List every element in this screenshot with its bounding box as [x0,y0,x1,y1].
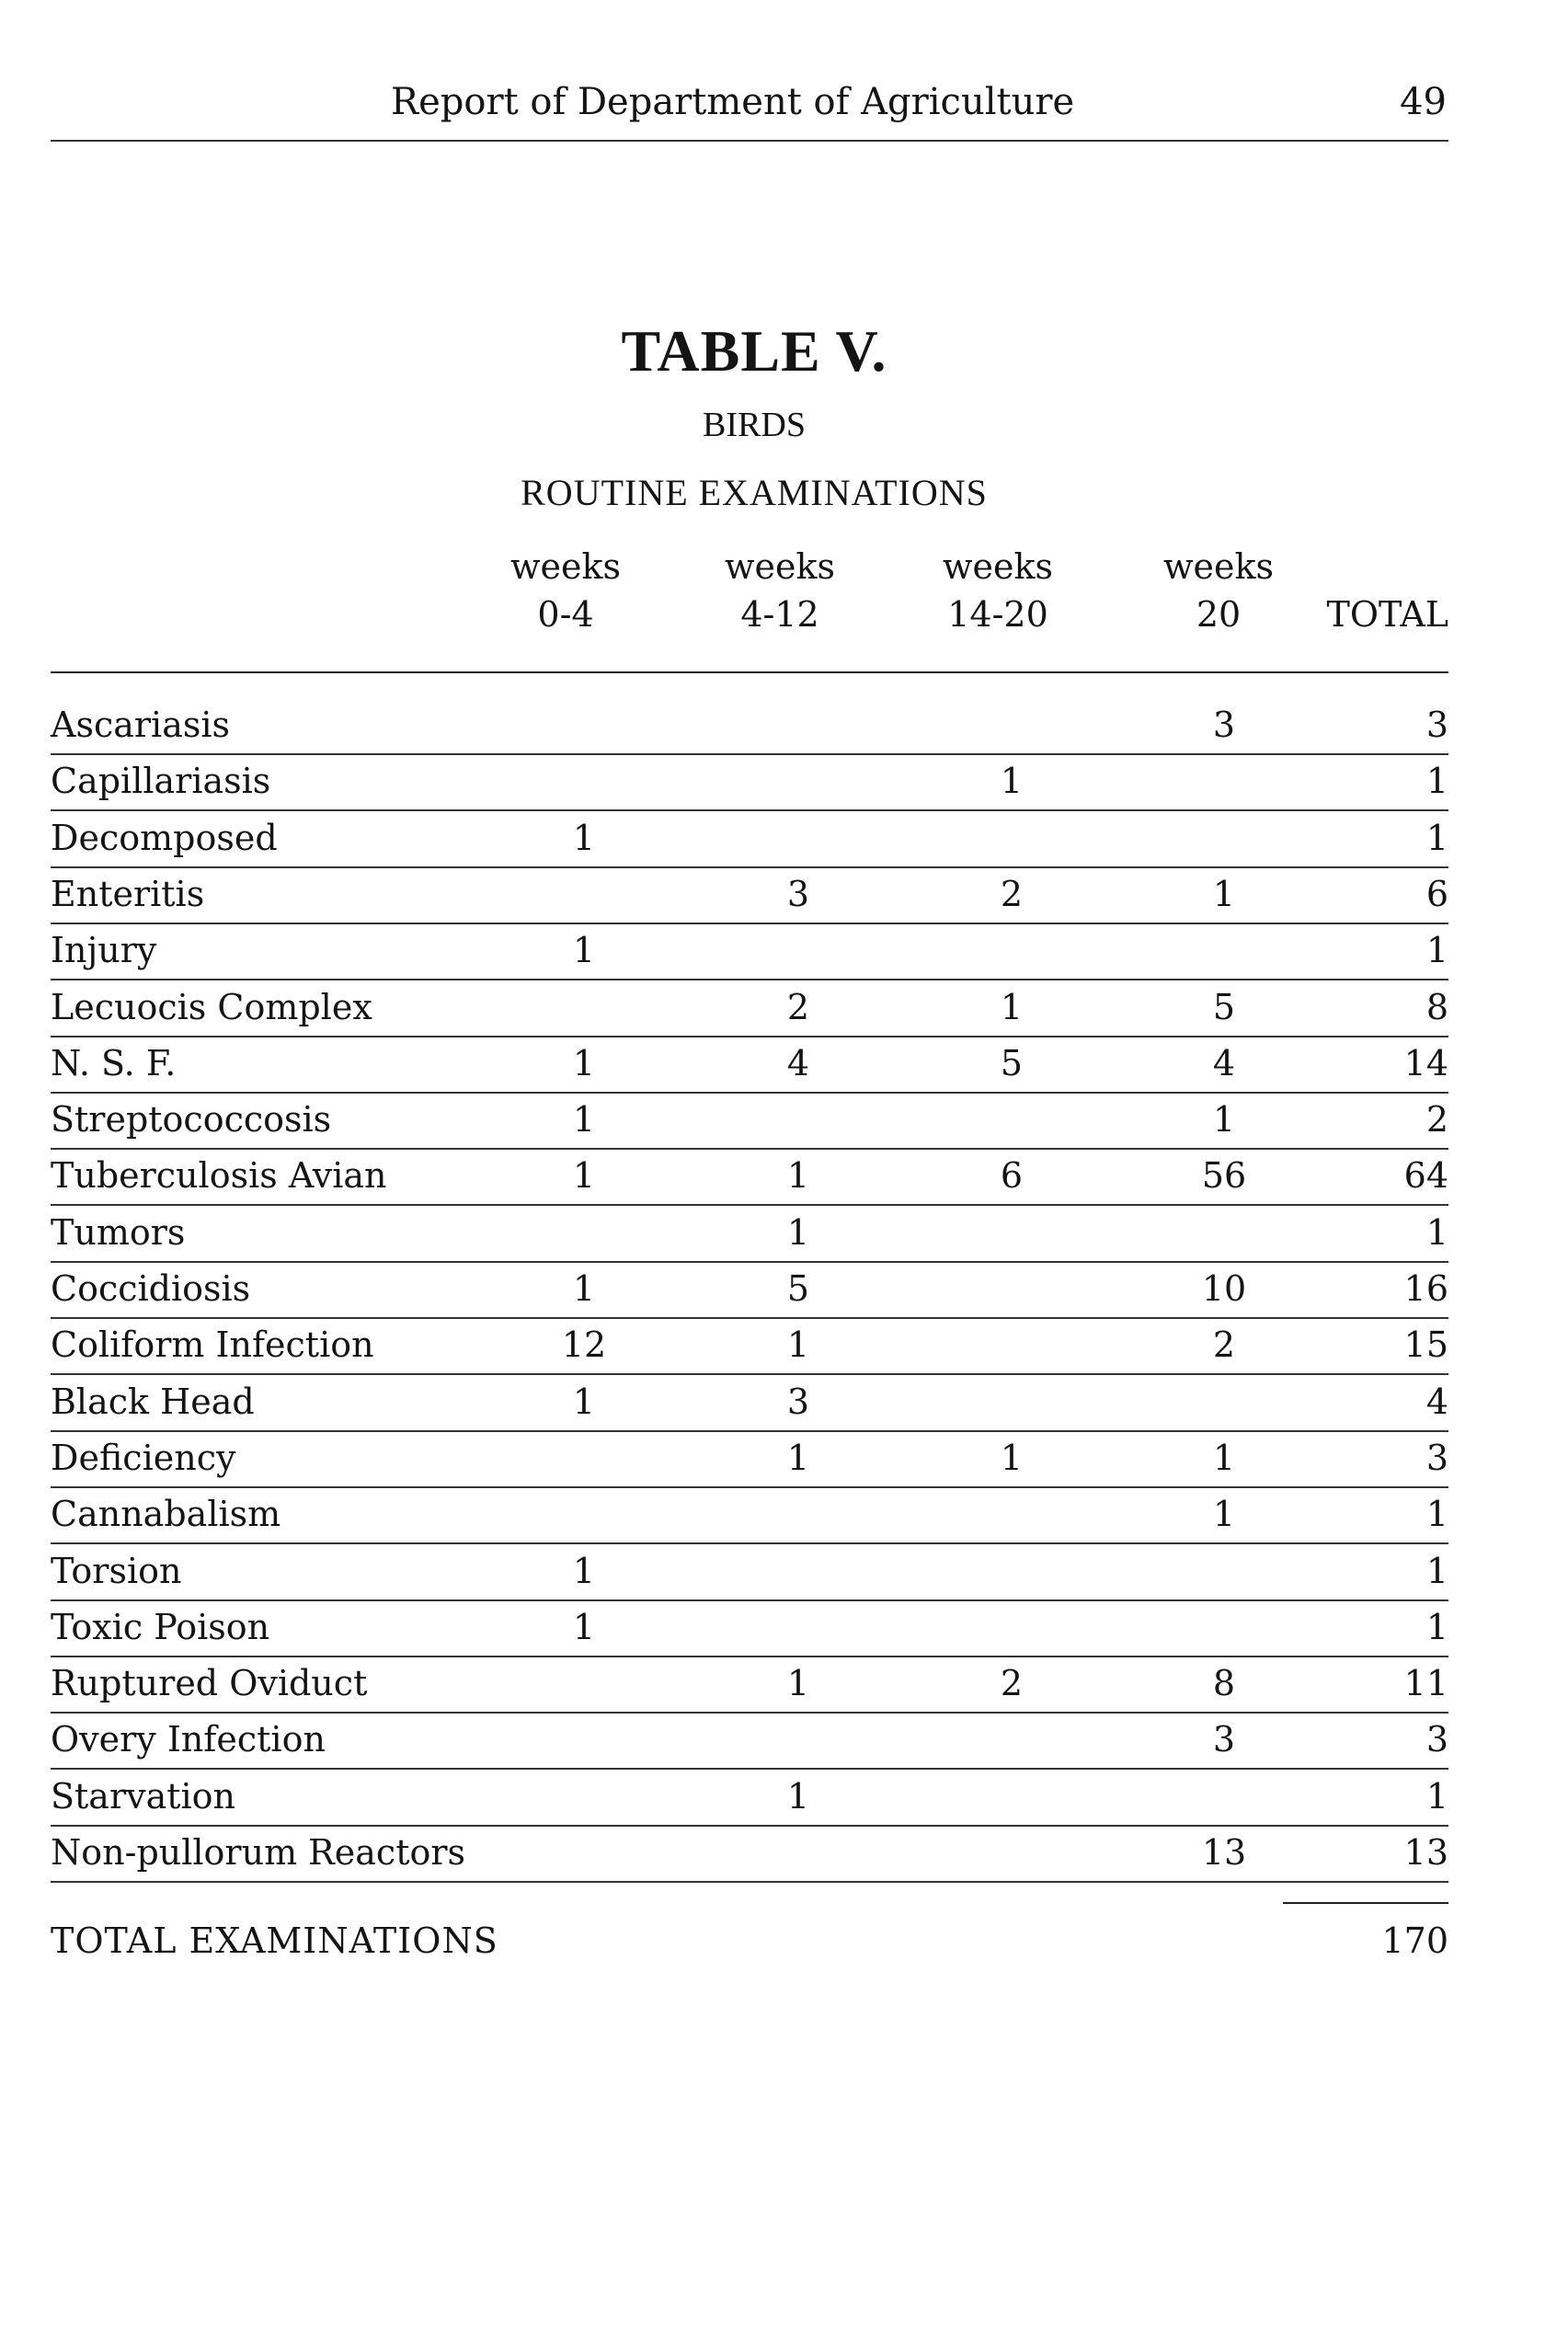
cell-total: 3 [1425,1719,1448,1760]
row-label: Injury [51,930,157,971]
table-row [51,1543,1448,1601]
column-header-bottom: 4-12 [740,594,819,635]
cell-weeks-0-4: 1 [572,930,596,971]
cell-weeks-4-12: 1 [786,1775,810,1817]
row-label: Black Head [51,1381,255,1422]
column-header-top: weeks [1162,546,1275,587]
cell-weeks-20: 1 [1212,873,1236,914]
cell-weeks-4-12: 1 [786,1324,810,1366]
table-row [51,980,1448,1037]
column-header-top: weeks [509,546,622,587]
cell-weeks-14-20: 2 [1000,1663,1024,1704]
row-label: Tumors [51,1211,186,1253]
row-label: Ascariasis [51,705,231,745]
cell-weeks-20: 1 [1212,1099,1236,1141]
header-rule [51,140,1448,142]
cell-total: 3 [1425,705,1448,745]
cell-weeks-4-12: 1 [786,1663,810,1704]
column-header-4-12 [688,543,872,638]
row-label: Torsion [51,1550,182,1591]
cell-total: 3 [1425,1437,1448,1478]
column-header-bottom: 20 [1196,594,1242,635]
cell-weeks-0-4: 1 [572,1268,596,1309]
cell-weeks-20: 3 [1212,705,1236,745]
table-subtitle: BIRDS [703,406,806,444]
cell-weeks-20: 56 [1201,1155,1247,1197]
row-label: N. S. F. [51,1042,177,1083]
table-row [51,866,1448,924]
table-row [51,1092,1448,1150]
table-row [51,1317,1448,1375]
cell-weeks-0-4: 1 [572,1155,596,1197]
cell-weeks-4-12: 1 [786,1211,810,1253]
cell-weeks-20: 13 [1201,1832,1247,1873]
table-row [51,1486,1448,1544]
table-row [51,1712,1448,1770]
cell-total: 1 [1425,1211,1448,1253]
cell-weeks-20: 4 [1212,1042,1236,1083]
grand-total-label: TOTAL EXAMINATIONS [51,1920,498,1961]
cell-weeks-20: 2 [1212,1324,1236,1366]
row-label: Cannabalism [51,1494,281,1535]
column-header-top: weeks [942,546,1054,587]
table-row [51,1430,1448,1488]
cell-weeks-0-4: 1 [572,1042,596,1083]
row-label: Tuberculosis Avian [51,1155,387,1197]
cell-weeks-4-12: 3 [786,873,810,914]
table-row [51,1825,1448,1883]
grand-total-value: 170 [1381,1920,1448,1961]
column-header-14-20 [906,543,1090,638]
cell-weeks-4-12: 3 [786,1381,810,1422]
running-head: Report of Department of Agriculture [391,81,1075,123]
cell-weeks-14-20: 2 [1000,873,1024,914]
table-row [51,1205,1448,1263]
grand-total-rule [1283,1902,1448,1904]
cell-total: 16 [1403,1268,1448,1309]
page-number: 49 [1400,81,1447,123]
cell-weeks-4-12: 4 [786,1042,810,1083]
cell-total: 8 [1425,986,1448,1027]
cell-total: 6 [1425,873,1448,914]
column-header-bottom: 14-20 [947,594,1048,635]
table-row [51,1374,1448,1432]
row-label: Decomposed [51,817,278,858]
cell-weeks-20: 8 [1212,1663,1236,1704]
cell-weeks-0-4: 12 [561,1324,607,1366]
row-label: Capillariasis [51,761,271,802]
row-label: Deficiency [51,1437,236,1478]
cell-total: 15 [1403,1324,1448,1366]
table-row [51,753,1448,811]
table-row [51,1656,1448,1714]
cell-weeks-0-4: 1 [572,817,596,858]
cell-weeks-14-20: 1 [1000,761,1024,802]
cell-total: 1 [1425,930,1448,971]
table-row [51,1261,1448,1319]
row-label: Ruptured Oviduct [51,1663,368,1704]
row-label: Starvation [51,1775,236,1817]
row-label: Lecuocis Complex [51,986,372,1027]
table-row [51,923,1448,980]
cell-weeks-4-12: 1 [786,1155,810,1197]
cell-weeks-4-12: 1 [786,1437,810,1478]
row-label: Coliform Infection [51,1324,374,1366]
cell-total: 1 [1425,1494,1448,1535]
cell-total: 4 [1425,1381,1448,1422]
cell-total: 1 [1425,1775,1448,1817]
table-row [51,1148,1448,1206]
cell-weeks-14-20: 1 [1000,1437,1024,1478]
table-subtitle-2: ROUTINE EXAMINATIONS [521,472,988,513]
table-row [51,1599,1448,1657]
row-label: Enteritis [51,873,205,914]
row-label: Non-pullorum Reactors [51,1832,466,1873]
cell-total: 1 [1425,761,1448,802]
row-label: Coccidiosis [51,1268,251,1309]
cell-total: 1 [1425,1606,1448,1647]
column-header-total: TOTAL [1326,594,1448,635]
table-top-rule [51,671,1448,673]
column-header-bottom: 0-4 [537,594,594,635]
cell-weeks-14-20: 6 [1000,1155,1024,1197]
cell-weeks-0-4: 1 [572,1381,596,1422]
cell-total: 1 [1425,817,1448,858]
table-title: TABLE V. [621,318,887,384]
table-row [51,810,1448,868]
cell-weeks-4-12: 2 [786,986,810,1027]
cell-weeks-20: 5 [1212,986,1236,1027]
column-header-top: weeks [724,546,836,587]
cell-total: 2 [1425,1099,1448,1141]
row-label: Toxic Poison [51,1606,270,1647]
cell-total: 11 [1403,1663,1448,1704]
table-row [51,1036,1448,1094]
cell-weeks-20: 3 [1212,1719,1236,1760]
table-row [51,697,1448,755]
cell-total: 1 [1425,1550,1448,1591]
cell-weeks-0-4: 1 [572,1550,596,1591]
column-header-0-4 [474,543,658,638]
cell-total: 13 [1403,1832,1448,1873]
cell-weeks-14-20: 5 [1000,1042,1024,1083]
cell-weeks-20: 10 [1201,1268,1247,1309]
cell-weeks-4-12: 5 [786,1268,810,1309]
cell-weeks-20: 1 [1212,1437,1236,1478]
cell-weeks-14-20: 1 [1000,986,1024,1027]
cell-total: 14 [1403,1042,1448,1083]
table-row [51,1769,1448,1827]
cell-weeks-0-4: 1 [572,1099,596,1141]
cell-total: 64 [1403,1155,1448,1197]
row-label: Overy Infection [51,1719,326,1760]
row-label: Streptococcosis [51,1099,332,1141]
cell-weeks-20: 1 [1212,1494,1236,1535]
cell-weeks-0-4: 1 [572,1606,596,1647]
